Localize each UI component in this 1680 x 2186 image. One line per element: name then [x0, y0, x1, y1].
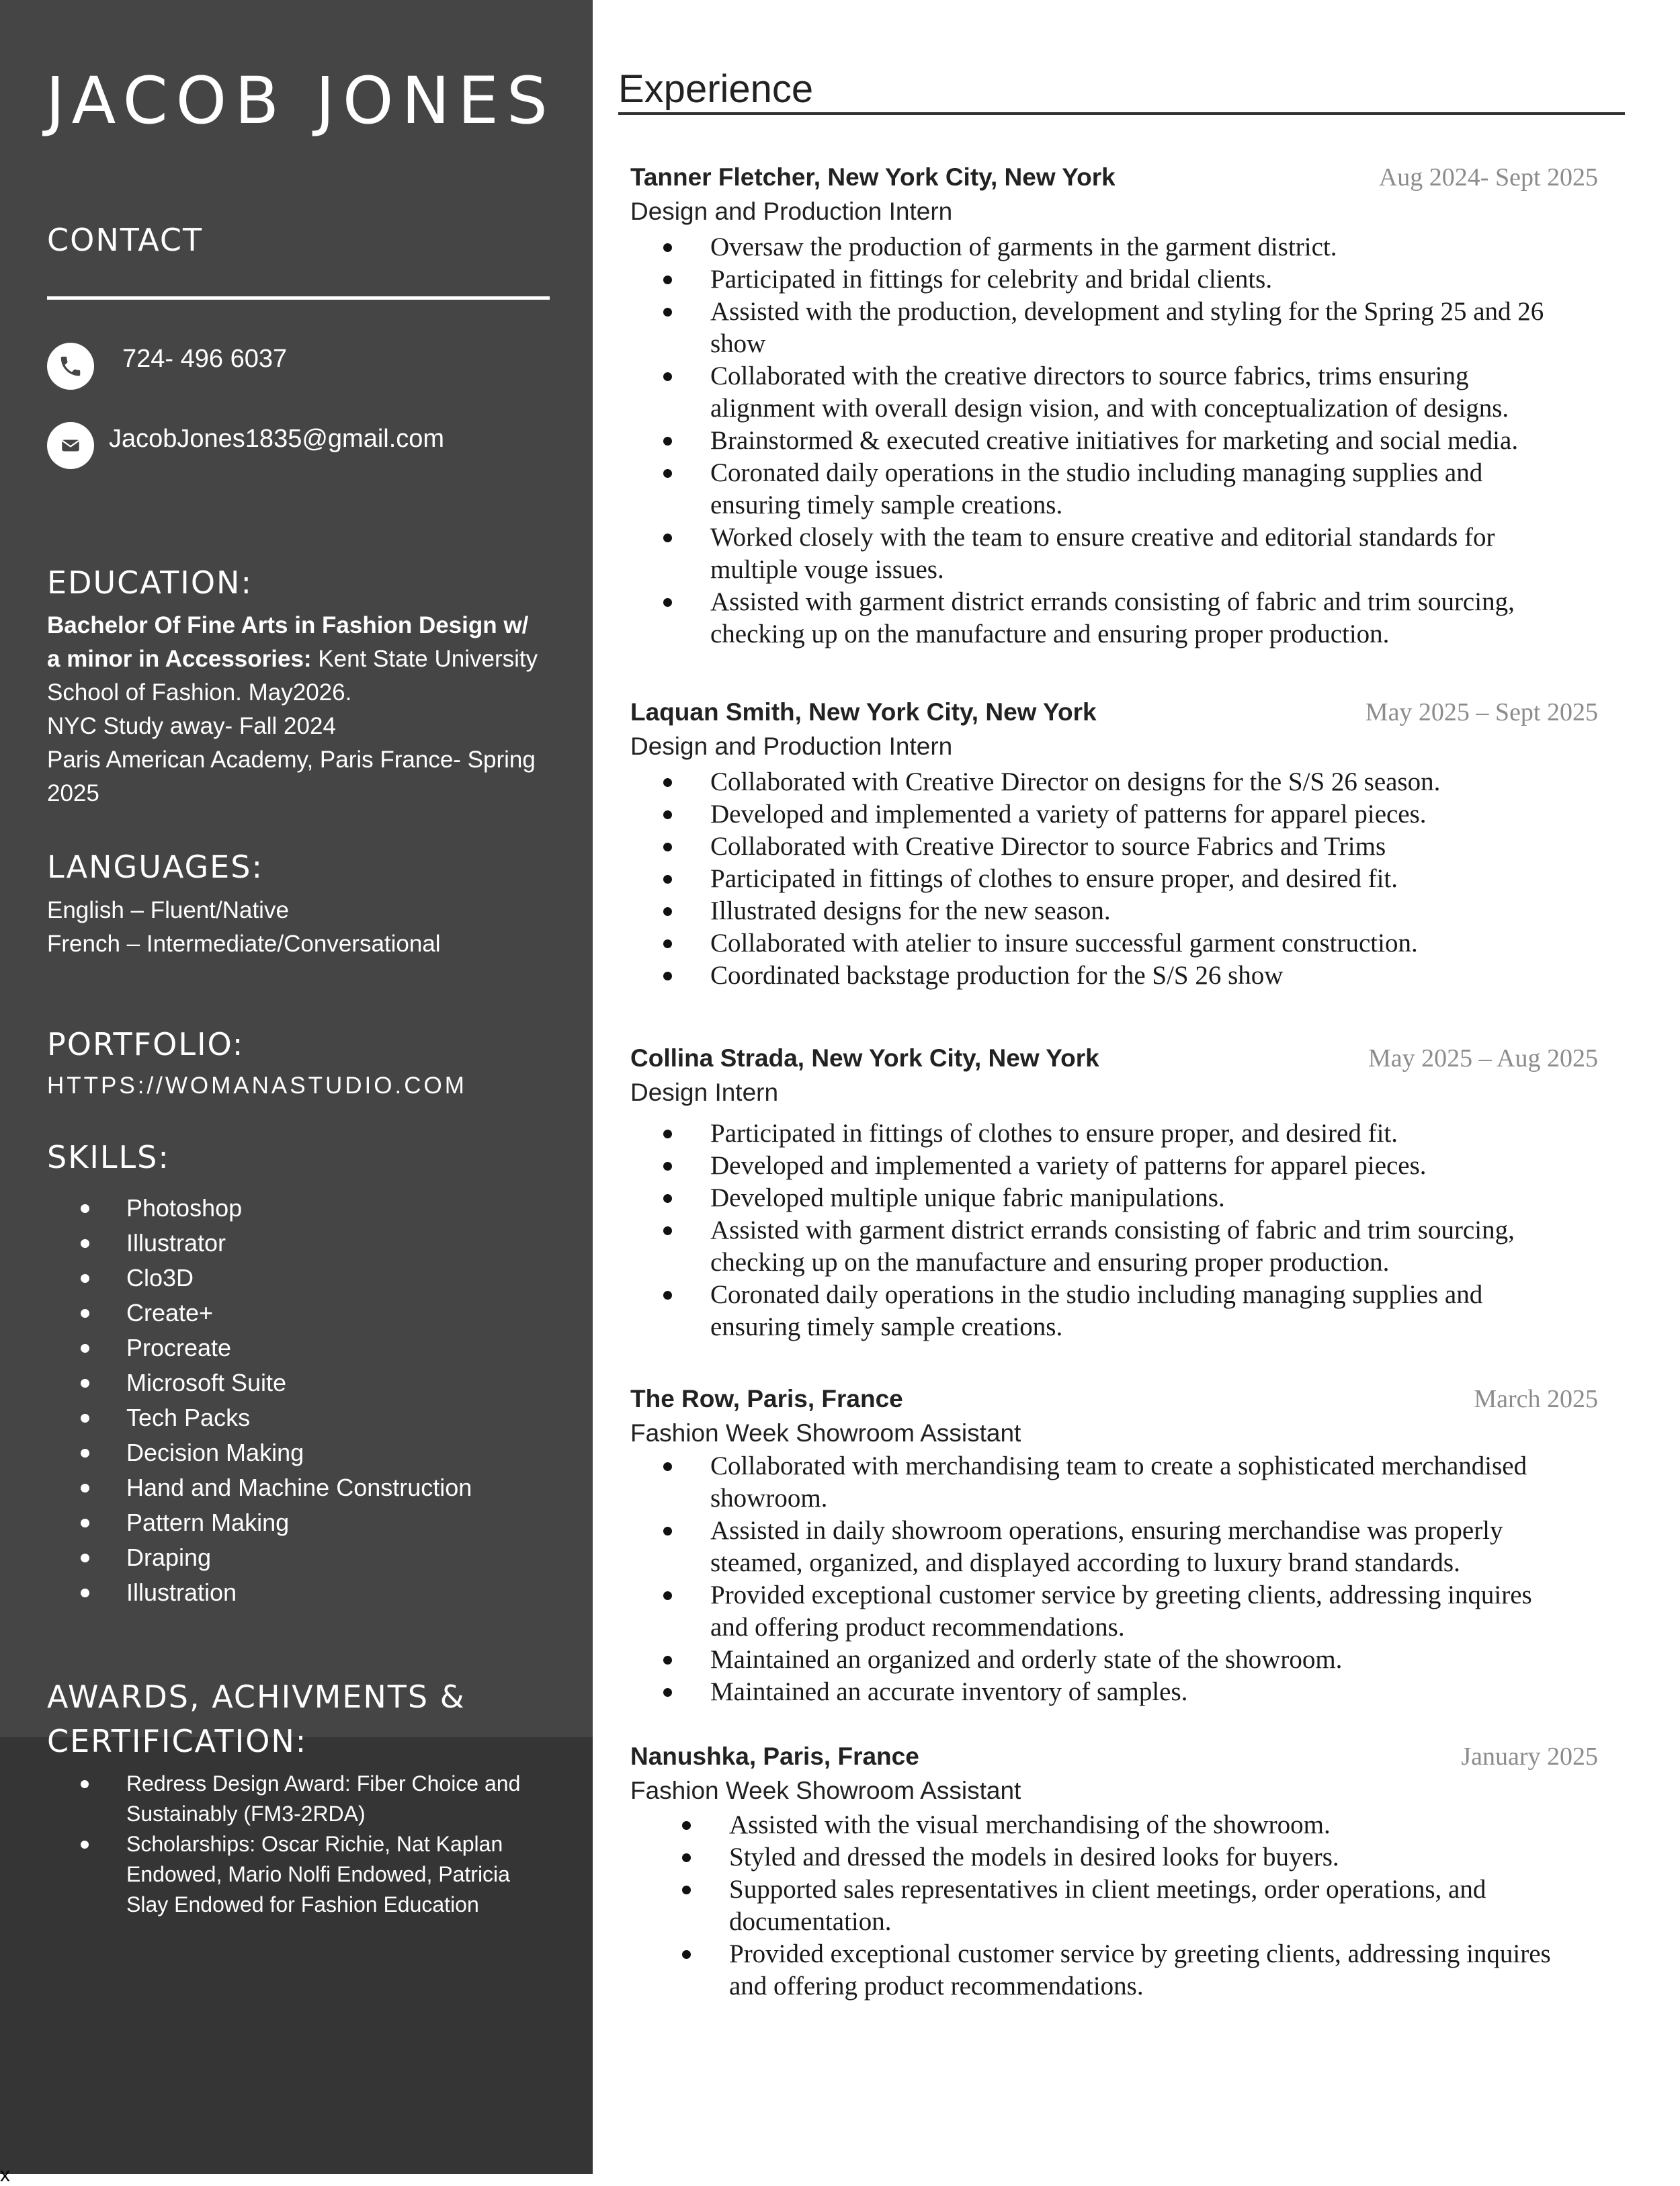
- portfolio-link[interactable]: HTTPS://WOMANASTUDIO.COM: [47, 1073, 467, 1099]
- job-entry: [630, 695, 1598, 992]
- job-header: [630, 1382, 1598, 1417]
- job-bullet: Provided exceptional customer service by greeting clients, addressing inquires and offering product recommendations.: [630, 1938, 1576, 2003]
- skill-item: Microsoft Suite: [79, 1365, 472, 1400]
- language-item: French – Intermediate/Conversational: [47, 931, 441, 957]
- job-bullet: Coordinated backstage production for the S/S 26 show: [630, 960, 1557, 992]
- skills-list: [79, 1191, 472, 1610]
- skill-item: Decision Making: [79, 1435, 472, 1470]
- experience-divider: [618, 112, 1625, 115]
- job-bullet: Assisted with the production, development and styling for the Spring 25 and 26 show: [630, 296, 1557, 360]
- job-bullet: Worked closely with the team to ensure creative and editorial standards for multiple vouge issues.: [630, 521, 1557, 586]
- contact-divider: [47, 296, 550, 300]
- portfolio-heading: PORTFOLIO:: [47, 1026, 245, 1062]
- job-bullet: Illustrated designs for the new season.: [630, 895, 1557, 927]
- job-bullet: Coronated daily operations in the studio including managing supplies and ensuring timely sample creations.: [630, 457, 1557, 521]
- phone-icon: [47, 343, 94, 390]
- awards-list: [79, 1769, 550, 1920]
- job-entry: [630, 160, 1598, 650]
- skill-item: Illustrator: [79, 1226, 472, 1261]
- education-text: [47, 609, 544, 810]
- job-entry: [630, 1041, 1598, 1343]
- job-bullet: Collaborated with Creative Director on designs for the S/S 26 season.: [630, 766, 1557, 798]
- job-bullet: Maintained an accurate inventory of samples.: [630, 1676, 1557, 1708]
- sidebar: [0, 0, 593, 2186]
- skill-item: Draping: [79, 1540, 472, 1575]
- job-company: Tanner Fletcher, New York City, New York: [630, 163, 1116, 191]
- candidate-name: JACOB JONES: [46, 63, 556, 138]
- job-bullet: Styled and dressed the models in desired looks for buyers.: [630, 1841, 1576, 1874]
- phone-link[interactable]: 724- 496 6037: [122, 344, 288, 373]
- job-dates: May 2025 – Aug 2025: [1368, 1044, 1598, 1073]
- stray-mark: x: [0, 2164, 10, 2186]
- job-role: Fashion Week Showroom Assistant: [630, 1777, 1021, 1804]
- education-study-away: NYC Study away- Fall 2024: [47, 713, 336, 739]
- job-role: Design and Production Intern: [630, 198, 953, 225]
- skill-item: Hand and Machine Construction: [79, 1470, 472, 1505]
- education-degree-title: Bachelor Of Fine Arts in Fashion Design w/ a minor in Accessories:: [47, 612, 529, 672]
- job-header: [630, 1739, 1598, 1774]
- job-bullet: Developed multiple unique fabric manipulations.: [630, 1182, 1557, 1214]
- education-heading: EDUCATION:: [47, 564, 253, 601]
- experience-heading: Experience: [618, 67, 814, 111]
- job-bullet: Collaborated with merchandising team to create a sophisticated merchandised showroom.: [630, 1450, 1557, 1515]
- skill-item: Create+: [79, 1296, 472, 1331]
- job-bullet: Assisted with garment district errands consisting of fabric and trim sourcing, checking up on the manufacture and ensuring proper production.: [630, 1214, 1557, 1279]
- job-bullet: Collaborated with Creative Director to source Fabrics and Trims: [630, 831, 1557, 863]
- job-company: Laquan Smith, New York City, New York: [630, 698, 1097, 726]
- job-bullet: Maintained an organized and orderly state of the showroom.: [630, 1644, 1557, 1676]
- job-bullet: Developed and implemented a variety of patterns for apparel pieces.: [630, 1150, 1557, 1182]
- email-row: [47, 422, 444, 469]
- awards-heading: AWARDS, ACHIVMENTS & CERTIFICATION:: [47, 1679, 466, 1759]
- job-bullet: Developed and implemented a variety of patterns for apparel pieces.: [630, 798, 1557, 831]
- job-dates: January 2025: [1461, 1742, 1598, 1771]
- job-bullets: [630, 1118, 1598, 1343]
- job-company: Collina Strada, New York City, New York: [630, 1044, 1099, 1072]
- skill-item: Clo3D: [79, 1261, 472, 1296]
- award-item: Scholarships: Oscar Richie, Nat Kaplan Endowed, Mario Nolfi Endowed, Patricia Slay Endowed for Fashion Education: [79, 1829, 550, 1920]
- job-header: [630, 160, 1598, 195]
- job-role: Design Intern: [630, 1079, 779, 1106]
- email-link[interactable]: JacobJones1835@gmail.com: [109, 424, 445, 453]
- job-bullets: [630, 1450, 1598, 1708]
- education-paris: Paris American Academy, Paris France- Spring 2025: [47, 747, 536, 806]
- job-bullet: Collaborated with the creative directors to source fabrics, trims ensuring alignment with overall design vision, and with conceptualization of designs.: [630, 360, 1557, 425]
- skill-item: Illustration: [79, 1575, 472, 1610]
- language-item: English – Fluent/Native: [47, 897, 289, 923]
- job-company: Nanushka, Paris, France: [630, 1742, 919, 1770]
- job-bullet: Provided exceptional customer service by greeting clients, addressing inquires and offering product recommendations.: [630, 1579, 1557, 1644]
- education-degree-school: Kent State University School of Fashion. May2026.: [47, 646, 538, 706]
- job-bullet: Collaborated with atelier to insure successful garment construction.: [630, 927, 1557, 960]
- languages-list: [47, 894, 544, 961]
- award-item: Redress Design Award: Fiber Choice and Sustainably (FM3-2RDA): [79, 1769, 550, 1829]
- job-dates: Aug 2024- Sept 2025: [1378, 163, 1598, 192]
- skills-heading: SKILLS:: [47, 1139, 170, 1175]
- job-role: Fashion Week Showroom Assistant: [630, 1419, 1021, 1447]
- skill-item: Tech Packs: [79, 1400, 472, 1435]
- job-bullets: [630, 1809, 1598, 2003]
- job-bullet: Coronated daily operations in the studio including managing supplies and ensuring timely sample creations.: [630, 1279, 1557, 1343]
- job-header: [630, 695, 1598, 730]
- job-header: [630, 1041, 1598, 1076]
- job-bullet: Participated in fittings for celebrity and bridal clients.: [630, 263, 1557, 296]
- job-bullets: [630, 766, 1598, 992]
- contact-heading: CONTACT: [47, 222, 204, 258]
- job-bullet: Assisted with the visual merchandising of the showroom.: [630, 1809, 1576, 1841]
- job-bullet: Brainstormed & executed creative initiatives for marketing and social media.: [630, 425, 1557, 457]
- job-bullet: Participated in fittings of clothes to ensure proper, and desired fit.: [630, 863, 1557, 895]
- job-company: The Row, Paris, France: [630, 1385, 903, 1413]
- job-bullet: Participated in fittings of clothes to ensure proper, and desired fit.: [630, 1118, 1557, 1150]
- skill-item: Procreate: [79, 1331, 472, 1365]
- job-entry: [630, 1382, 1598, 1708]
- languages-heading: LANGUAGES:: [47, 849, 263, 885]
- job-bullet: Assisted in daily showroom operations, ensuring merchandise was properly steamed, organized, and displayed according to luxury brand standards.: [630, 1515, 1557, 1579]
- job-dates: May 2025 – Sept 2025: [1365, 698, 1598, 726]
- job-bullet: Assisted with garment district errands consisting of fabric and trim sourcing, checking up on the manufacture and ensuring proper production.: [630, 586, 1557, 650]
- job-role: Design and Production Intern: [630, 732, 953, 760]
- envelope-icon: [47, 422, 94, 469]
- job-bullets: [630, 231, 1598, 650]
- job-dates: March 2025: [1474, 1385, 1598, 1413]
- job-bullet: Oversaw the production of garments in the garment district.: [630, 231, 1557, 263]
- job-bullet: Supported sales representatives in client meetings, order operations, and documentation.: [630, 1874, 1576, 1938]
- skill-item: Photoshop: [79, 1191, 472, 1226]
- phone-row: [47, 343, 287, 390]
- education-degree: [47, 609, 544, 710]
- job-entry: [630, 1739, 1598, 2003]
- skill-item: Pattern Making: [79, 1505, 472, 1540]
